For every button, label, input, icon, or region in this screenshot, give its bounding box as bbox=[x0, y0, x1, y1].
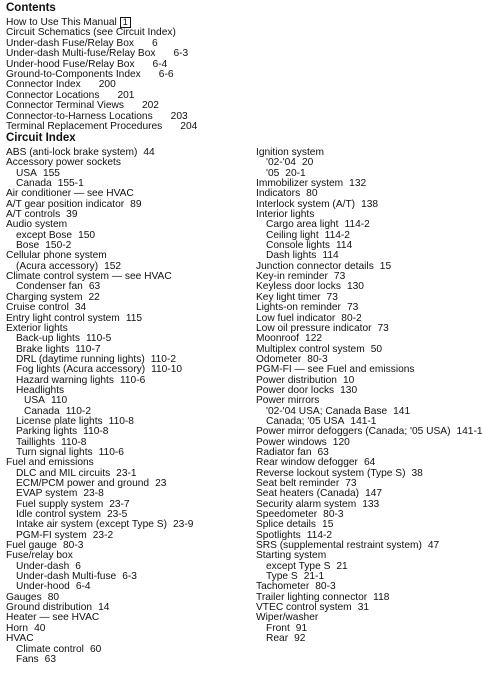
index-entry bbox=[6, 624, 234, 634]
index-entry-page: 20-1 bbox=[285, 167, 306, 179]
index-entry-page: 21 bbox=[336, 560, 348, 572]
index-entry-page: 110-5 bbox=[86, 333, 112, 345]
index-entry-page: 73 bbox=[346, 302, 359, 314]
index-entry-title: DRL (daytime running lights) bbox=[16, 353, 145, 365]
index-entry-page: 110-10 bbox=[151, 364, 183, 376]
index-entry-page: 20 bbox=[301, 157, 314, 169]
index-entry-title: Gauges bbox=[6, 591, 42, 603]
index-entry-title: Splice details bbox=[256, 519, 317, 531]
index-entry-title: Immobilizer system bbox=[256, 178, 344, 190]
index-entry-page: 63 bbox=[317, 446, 329, 458]
index-entry-page: 39 bbox=[66, 209, 78, 221]
index-entry-title: Speedometer bbox=[256, 509, 318, 521]
index-entry bbox=[6, 645, 234, 655]
index-entry-page: 150 bbox=[78, 229, 96, 241]
index-entry-title: Key light timer bbox=[256, 291, 321, 303]
index-entry-page: 110-8 bbox=[61, 436, 87, 448]
index-entry-title: PGM-FI — see Fuel and emissions bbox=[256, 364, 415, 376]
index-entry-title: ABS (anti-lock brake system) bbox=[6, 147, 138, 158]
index-entry-title: Entry light control system bbox=[6, 312, 120, 324]
index-entry-title: DLC and MIL circuits bbox=[16, 467, 111, 479]
index-entry-title: Fuel and emissions bbox=[6, 457, 94, 469]
index-entry-title: Rear bbox=[266, 633, 289, 645]
circuit-index-heading: Circuit Index bbox=[6, 132, 76, 144]
index-entry-page: 80-3 bbox=[62, 540, 84, 552]
index-entry-title: VTEC control system bbox=[256, 602, 352, 614]
index-entry-page: 91 bbox=[295, 622, 308, 634]
index-entry-page: 73 bbox=[333, 271, 346, 283]
index-entry-title: Radiator fan bbox=[256, 446, 312, 458]
index-entry-title: Key-in reminder bbox=[256, 271, 328, 283]
index-entry-page: 23-9 bbox=[173, 519, 194, 531]
index-entry-page: 64 bbox=[363, 457, 376, 469]
index-entry-title: Low oil pressure indicator bbox=[256, 322, 372, 334]
index-entry bbox=[256, 624, 470, 634]
index-entry-page: 23-8 bbox=[83, 488, 104, 500]
index-entry-title: Moonroof bbox=[256, 333, 300, 345]
index-entry-page: 73 bbox=[345, 478, 357, 489]
index-entry-title: Starting system bbox=[256, 550, 327, 562]
index-entry-title: Taillights bbox=[16, 436, 56, 448]
index-entry-page: 110-7 bbox=[75, 343, 101, 355]
index-entry-title: (Acura accessory) bbox=[16, 260, 99, 272]
index-entry-page: 114-2 bbox=[344, 219, 370, 231]
index-entry-title: Power mirror defoggers (Canada; '05 USA) bbox=[256, 426, 451, 438]
index-entry-page: 10 bbox=[342, 374, 355, 386]
index-entry-page: 80-3 bbox=[307, 353, 328, 365]
index-entry-page: 110 bbox=[50, 395, 68, 407]
index-entry-title: Multiplex control system bbox=[256, 343, 365, 355]
index-entry-title: Charging system bbox=[6, 291, 83, 303]
index-entry-title: A/T gear position indicator bbox=[6, 198, 125, 210]
index-entry-title: Horn bbox=[6, 622, 29, 634]
index-entry-title: Rear window defogger bbox=[256, 457, 358, 469]
index-entry-page: 44 bbox=[143, 147, 155, 158]
index-entry-page: 31 bbox=[357, 602, 370, 614]
index-entry-title: Cargo area light bbox=[266, 219, 339, 231]
index-entry-title: Exterior lights bbox=[6, 322, 68, 334]
index-entry-title: Power windows bbox=[256, 436, 327, 448]
index-entry-page: 155-1 bbox=[57, 178, 84, 190]
contents-heading: Contents bbox=[6, 2, 56, 14]
index-entry-title: except Type S bbox=[266, 560, 331, 572]
contents-entry-title: Connector Terminal Views bbox=[6, 100, 124, 112]
index-entry-title: Low fuel indicator bbox=[256, 312, 336, 324]
index-entry-page: 38 bbox=[411, 467, 423, 479]
index-entry-title: USA bbox=[16, 167, 37, 179]
index-entry-title: Odometer bbox=[256, 353, 302, 365]
index-entry-page: 115 bbox=[125, 312, 143, 324]
index-entry-page: 14 bbox=[98, 602, 110, 614]
index-entry-title: except Bose bbox=[16, 229, 73, 241]
index-entry-page: 23 bbox=[155, 478, 167, 489]
index-entry-page: 132 bbox=[349, 178, 367, 190]
index-entry-title: SRS (supplemental restraint system) bbox=[256, 540, 422, 552]
index-entry-page: 92 bbox=[294, 633, 306, 645]
index-entry-page: 141-1 bbox=[456, 426, 483, 438]
index-entry-title: Back-up lights bbox=[16, 333, 80, 345]
contents-entry-page: 6 bbox=[151, 37, 158, 49]
index-entry-title: Climate control bbox=[16, 643, 84, 655]
index-entry-title: Front bbox=[266, 622, 290, 634]
index-entry-title: Fans bbox=[16, 653, 39, 665]
index-entry bbox=[6, 158, 234, 168]
index-entry-title: Power door locks bbox=[256, 384, 335, 396]
index-entry-title: Idle control system bbox=[16, 509, 101, 521]
index-entry-title: Ignition system bbox=[256, 147, 324, 158]
index-entry-title: Reverse lockout system (Type S) bbox=[256, 467, 406, 479]
index-entry-title: Fog lights (Acura accessory) bbox=[16, 364, 146, 376]
index-entry-page: 80 bbox=[306, 188, 318, 200]
index-entry-page: 23-5 bbox=[106, 509, 128, 521]
index-entry-title: Console lights bbox=[266, 240, 330, 252]
index-entry-page: 6 bbox=[75, 560, 81, 572]
index-entry-title: EVAP system bbox=[16, 488, 78, 500]
contents-entry-page: 6-3 bbox=[173, 48, 189, 60]
index-entry-page: 15 bbox=[379, 260, 392, 272]
index-entry-page: 23-7 bbox=[109, 498, 130, 510]
contents-entry-title: How to Use This Manual bbox=[6, 17, 117, 28]
index-entry-title: HVAC bbox=[6, 633, 34, 645]
index-entry-title: Ground distribution bbox=[6, 602, 93, 614]
index-entry-page: 130 bbox=[346, 281, 364, 293]
index-entry-title: Interior lights bbox=[256, 209, 315, 221]
index-entry-page: 73 bbox=[377, 322, 389, 334]
index-entry-title: Fuel gauge bbox=[6, 540, 57, 552]
circuit-index-right-column bbox=[256, 147, 483, 645]
contents-entry-page: 201 bbox=[117, 89, 135, 101]
index-entry-title: Under-dash Multi-fuse bbox=[16, 571, 117, 583]
index-entry-title: Audio system bbox=[6, 219, 68, 231]
index-entry-title: Under-dash bbox=[16, 560, 70, 572]
index-entry-page: 110-6 bbox=[119, 374, 146, 386]
index-entry-title: PGM-FI system bbox=[16, 529, 87, 541]
index-entry-title: '02-'04 bbox=[266, 157, 296, 169]
contents-entry-page: 1 bbox=[120, 17, 131, 28]
contents-entry bbox=[6, 122, 306, 132]
index-entry-page: 118 bbox=[373, 591, 390, 603]
index-entry-page: 89 bbox=[130, 198, 142, 210]
index-entry-title: Power mirrors bbox=[256, 395, 320, 407]
index-entry-page: 23-2 bbox=[92, 529, 114, 541]
index-entry-title: Type S bbox=[266, 571, 298, 583]
index-entry-page: 80-3 bbox=[323, 509, 344, 521]
index-entry-page: 122 bbox=[305, 333, 323, 345]
index-entry-title: Bose bbox=[16, 240, 40, 252]
contents-entry-title: Under-dash Fuse/Relay Box bbox=[6, 37, 134, 49]
index-entry-page: 47 bbox=[427, 540, 440, 552]
index-entry-page: 114 bbox=[336, 240, 353, 252]
index-entry-title: Junction connector details bbox=[256, 260, 374, 272]
index-entry-page: 80 bbox=[47, 591, 60, 603]
index-entry-title: Lights-on reminder bbox=[256, 302, 341, 314]
index-entry-title: Brake lights bbox=[16, 343, 70, 355]
index-entry-title: Power distribution bbox=[256, 374, 337, 386]
index-entry-title: Trailer lighting connector bbox=[256, 591, 368, 603]
index-entry-page: 15 bbox=[322, 519, 334, 531]
index-entry-title: Wiper/washer bbox=[256, 612, 319, 624]
index-entry-page: 152 bbox=[104, 260, 122, 272]
index-entry-title: Canada; '05 USA bbox=[266, 415, 345, 427]
index-entry-title: USA bbox=[24, 395, 45, 407]
index-entry-title: Climate control system — see HVAC bbox=[6, 271, 172, 283]
index-entry-page: 22 bbox=[88, 291, 100, 303]
index-entry-page: 23-1 bbox=[116, 467, 137, 479]
contents-entry-title: Terminal Replacement Procedures bbox=[6, 121, 163, 133]
circuit-index-left-column bbox=[6, 148, 234, 665]
index-entry-page: 6-4 bbox=[75, 581, 91, 593]
index-entry-title: Seat heaters (Canada) bbox=[256, 488, 360, 500]
index-entry-page: 138 bbox=[361, 198, 379, 210]
index-entry-page: 40 bbox=[34, 622, 46, 634]
index-entry-title: ECM/PCM power and ground bbox=[16, 478, 150, 489]
index-entry-title: Tachometer bbox=[256, 581, 310, 593]
index-entry-title: Interlock system (A/T) bbox=[256, 198, 356, 210]
contents-entry-page: 204 bbox=[180, 121, 198, 133]
contents-entry-title: Connector Index bbox=[6, 79, 81, 91]
contents-entry-page: 200 bbox=[98, 79, 116, 91]
index-entry-page: 120 bbox=[332, 436, 350, 448]
index-entry-title: Ceiling light bbox=[266, 229, 319, 241]
contents-entry-title: Circuit Schematics (see Circuit Index) bbox=[6, 27, 176, 39]
index-entry-page: 141 bbox=[393, 405, 411, 417]
index-entry-title: Air conditioner — see HVAC bbox=[6, 188, 134, 200]
index-entry-page: 80-2 bbox=[341, 312, 362, 324]
index-entry-title: Seat belt reminder bbox=[256, 478, 340, 489]
index-entry-page: 50 bbox=[370, 343, 383, 355]
index-entry-title: Spotlights bbox=[256, 529, 301, 541]
index-entry-page: 110-6 bbox=[98, 446, 124, 458]
index-entry-title: Canada bbox=[16, 178, 52, 190]
index-entry-page: 6-3 bbox=[122, 571, 137, 583]
index-entry-title: Cellular phone system bbox=[6, 250, 107, 262]
contents-entry-title: Under-hood Fuse/Relay Box bbox=[6, 58, 135, 70]
index-entry-page: 110-2 bbox=[150, 353, 177, 365]
index-entry-title: Fuel supply system bbox=[16, 498, 104, 510]
index-entry-title: Canada bbox=[24, 405, 60, 417]
index-entry-page: 150-2 bbox=[45, 240, 72, 252]
contents-list bbox=[6, 17, 306, 132]
index-entry-title: Security alarm system bbox=[256, 498, 357, 510]
index-entry bbox=[6, 231, 234, 241]
contents-entry-page: 6-6 bbox=[158, 69, 174, 81]
contents-entry-title: Ground-to-Components Index bbox=[6, 69, 141, 81]
contents-entry-page: 6-4 bbox=[152, 58, 168, 70]
index-entry-title: Parking lights bbox=[16, 426, 78, 438]
index-entry-title: Turn signal lights bbox=[16, 446, 93, 458]
index-entry-page: 63 bbox=[44, 653, 56, 665]
index-entry-title: License plate lights bbox=[16, 415, 103, 427]
index-entry-title: '02-'04 USA; Canada Base bbox=[266, 405, 388, 417]
index-entry bbox=[6, 655, 234, 665]
index-entry-title: '05 bbox=[266, 167, 280, 179]
index-entry-page: 114-2 bbox=[324, 229, 350, 241]
index-entry-page: 114 bbox=[322, 250, 339, 262]
index-entry-title: A/T controls bbox=[6, 209, 61, 221]
index-entry-page: 130 bbox=[340, 384, 358, 396]
index-entry-page: 73 bbox=[326, 291, 338, 303]
contents-entry-title: Under-dash Multi-fuse/Relay Box bbox=[6, 48, 156, 60]
index-entry-page: 155 bbox=[42, 167, 60, 179]
index-entry-page: 114-2 bbox=[306, 529, 333, 541]
contents-entry-title: Connector Locations bbox=[6, 89, 100, 101]
contents-entry-title: Connector-to-Harness Locations bbox=[6, 110, 153, 122]
index-entry-title: Accessory power sockets bbox=[6, 157, 121, 169]
index-entry-title: Fuse/relay box bbox=[6, 550, 73, 562]
index-entry-page: 21-1 bbox=[303, 571, 325, 583]
index-entry-title: Keyless door locks bbox=[256, 281, 341, 293]
index-entry-title: Dash lights bbox=[266, 250, 317, 262]
index-entry-title: Hazard warning lights bbox=[16, 374, 114, 386]
index-entry-page: 34 bbox=[74, 302, 87, 314]
contents-entry-page: 202 bbox=[141, 100, 159, 112]
contents-entry-page: 203 bbox=[170, 110, 188, 122]
index-entry-title: Cruise control bbox=[6, 302, 69, 314]
index-entry-title: Condenser fan bbox=[16, 281, 83, 293]
index-entry-page: 110-8 bbox=[108, 415, 134, 427]
index-entry-page: 133 bbox=[362, 498, 380, 510]
index-entry-title: Under-hood bbox=[16, 581, 70, 593]
index-entry-page: 80-3 bbox=[315, 581, 336, 593]
index-entry-title: Indicators bbox=[256, 188, 301, 200]
index-entry-page: 110-2 bbox=[65, 405, 91, 417]
index-entry-page: 63 bbox=[88, 281, 101, 293]
index-entry-title: Headlights bbox=[16, 384, 65, 396]
index-entry-page: 147 bbox=[365, 488, 383, 500]
index-entry-page: 60 bbox=[89, 643, 102, 655]
index-entry-title: Heater — see HVAC bbox=[6, 612, 100, 624]
index-entry-page: 141-1 bbox=[350, 415, 377, 427]
index-entry-title: Intake air system (except Type S) bbox=[16, 519, 167, 531]
index-entry bbox=[256, 634, 470, 644]
index-entry-page: 110-8 bbox=[83, 426, 109, 438]
